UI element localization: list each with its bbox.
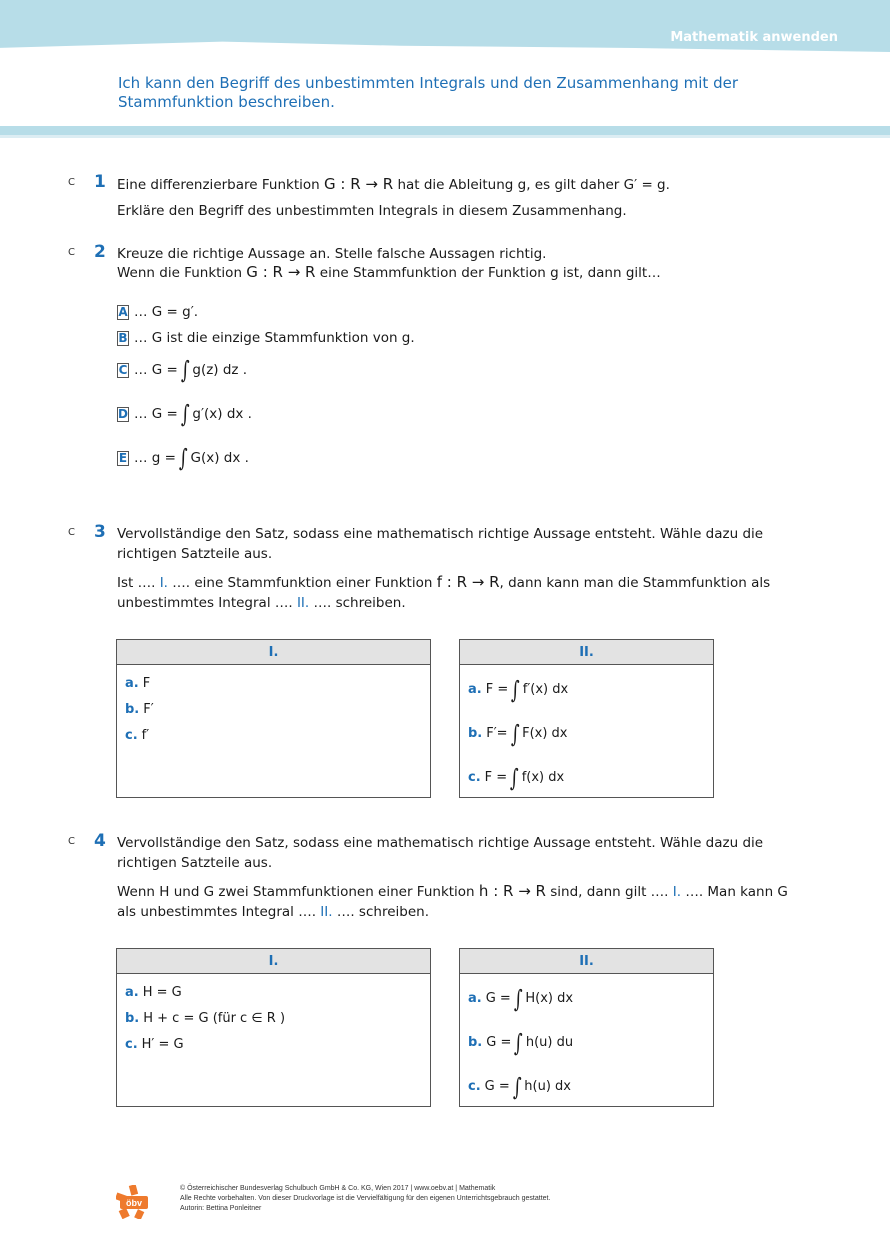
option-math: g(z) dz . (192, 362, 248, 378)
choice-row[interactable] (125, 1037, 184, 1052)
option-text: … g = (134, 450, 176, 466)
choice-table-II (459, 948, 714, 1107)
choice-label: b. (468, 1035, 483, 1050)
task-number: 2 (94, 242, 106, 262)
gap-marker-2: II. (320, 904, 333, 920)
choice-row[interactable] (125, 676, 150, 691)
choice-lhs: G = (486, 1035, 512, 1050)
choice-text: f′ (141, 728, 150, 743)
divider-band (0, 126, 890, 135)
choice-label: b. (468, 726, 483, 741)
choice-rhs: H(x) dx (525, 991, 574, 1006)
choice-text: F (142, 676, 151, 691)
option-text: … G = (134, 406, 178, 422)
choice-label: a. (468, 991, 482, 1006)
choice-row[interactable] (468, 719, 568, 748)
oebv-star-icon (116, 1185, 150, 1219)
option-math: G(x) dx . (190, 450, 249, 466)
choice-table-II (459, 639, 714, 798)
checkbox-b[interactable]: B (118, 330, 128, 345)
choice-rhs: h(u) dx (524, 1079, 571, 1094)
option-a[interactable] (117, 304, 198, 320)
task-instruction: Vervollständige den Satz, sodass eine mathematisch richtige Aussage entsteht. Wähle dazu die richtigen Satzteile aus. (117, 526, 764, 562)
option-text: … G = g′. (134, 304, 199, 320)
choice-label: c. (125, 1037, 138, 1052)
sentence-part: , dann kann man die Stammfunktion als unbestimmtes Integral …. (117, 575, 771, 611)
integral-icon: ∫ (178, 444, 188, 472)
oebv-logo (116, 1185, 150, 1219)
divider-band-light (0, 135, 890, 138)
sentence-part: …. Man kann G als unbestimmtes Integral …. (117, 884, 788, 920)
integral-icon: ∫ (510, 763, 519, 792)
gap-marker-2: II. (296, 595, 310, 611)
footer-line: Alle Rechte vorbehalten. Von dieser Druckvorlage ist die Vervielfältigung für den eigenen Unterrichtsgebrauch gestattet. (180, 1195, 551, 1202)
footer-line: Autorin: Bettina Ponleitner (180, 1205, 262, 1212)
checkbox-c[interactable]: C (118, 362, 128, 377)
section-label: Mathematik anwenden (670, 30, 838, 45)
integral-icon: ∫ (514, 1028, 523, 1057)
task-body (117, 833, 797, 922)
sentence-part: Wenn H und G zwei Stammfunktionen einer Funktion (117, 884, 479, 900)
table-header: I. (117, 949, 430, 974)
task-level: C (68, 527, 75, 538)
table-header: II. (460, 640, 713, 665)
choice-rhs: f′(x) dx (522, 682, 569, 697)
math-mapping: G : R → R (323, 175, 394, 193)
choice-text: H′ = G (141, 1037, 184, 1052)
integral-icon: ∫ (180, 356, 190, 384)
choice-label: c. (468, 770, 481, 785)
choice-lhs: F = (484, 770, 508, 785)
task-level: C (68, 247, 75, 258)
option-d[interactable] (117, 400, 252, 428)
task-body (117, 524, 797, 613)
math-mapping: f : R → R (436, 573, 500, 591)
task-instruction: Erkläre den Begriff des unbestimmten Integrals in diesem Zusammenhang. (117, 203, 627, 219)
task-sentence (117, 572, 797, 613)
sentence-part: sind, dann gilt …. (545, 884, 673, 900)
task-sentence (117, 881, 797, 922)
checkbox-a[interactable]: A (118, 304, 128, 319)
task-text: Wenn die Funktion (117, 265, 247, 281)
choice-table-I (116, 639, 431, 798)
sentence-part: …. eine Stammfunktion einer Funktion (167, 575, 437, 591)
choice-row[interactable] (125, 702, 154, 717)
choice-row[interactable] (468, 1072, 571, 1101)
integral-icon: ∫ (513, 984, 523, 1013)
footer-line: © Österreichischer Bundesverlag Schulbuch GmbH & Co. KG, Wien 2017 | www.oebv.at | Mathematik (180, 1185, 496, 1192)
task-body (117, 174, 797, 221)
svg-text:öbv: öbv (125, 1198, 143, 1208)
option-c[interactable] (117, 356, 248, 384)
gap-marker-1: I. (672, 884, 682, 900)
task-number: 3 (94, 522, 106, 542)
choice-lhs: F = (485, 682, 509, 697)
choice-row[interactable] (468, 763, 565, 792)
task-number: 4 (94, 831, 106, 851)
task-text: Eine differenzierbare Funktion (117, 177, 324, 193)
sentence-part: …. schreiben. (332, 904, 429, 920)
choice-row[interactable] (468, 675, 569, 704)
option-math: g′(x) dx . (192, 406, 252, 422)
option-b[interactable] (117, 330, 415, 346)
checkbox-e[interactable]: E (118, 450, 128, 465)
task-instruction: Vervollständige den Satz, sodass eine mathematisch richtige Aussage entsteht. Wähle dazu die richtigen Satzteile aus. (117, 835, 764, 871)
task-instruction: Kreuze die richtige Aussage an. Stelle falsche Aussagen richtig. (117, 246, 547, 262)
choice-label: b. (125, 1011, 140, 1026)
choice-rhs: f(x) dx (521, 770, 565, 785)
choice-label: c. (468, 1079, 481, 1094)
table-header: II. (460, 949, 713, 974)
task-level: C (68, 836, 75, 847)
learning-objective: Ich kann den Begriff des unbestimmten Integrals und den Zusammenhang mit der Stammfunktion beschreiben. (118, 74, 739, 111)
choice-row[interactable] (125, 1011, 285, 1026)
choice-row[interactable] (125, 728, 149, 743)
choice-text: F′ (143, 702, 154, 717)
choice-text: H = G (142, 985, 182, 1000)
task-number: 1 (94, 172, 106, 192)
choice-lhs: F′= (486, 726, 508, 741)
sentence-part: Ist …. (117, 575, 160, 591)
integral-icon: ∫ (510, 719, 520, 748)
integral-icon: ∫ (511, 675, 520, 704)
gap-marker-1: I. (159, 575, 168, 591)
footer-copyright (180, 1184, 550, 1214)
checkbox-d[interactable]: D (118, 406, 128, 421)
choice-label: a. (468, 682, 482, 697)
math-mapping: h : R → R (478, 882, 546, 900)
choice-row[interactable] (468, 1028, 574, 1057)
sentence-part: …. schreiben. (309, 595, 406, 611)
choice-row[interactable] (125, 985, 182, 1000)
choice-label: b. (125, 702, 140, 717)
choice-label: c. (125, 728, 138, 743)
choice-rhs: h(u) du (525, 1035, 574, 1050)
option-text: … G = (134, 362, 178, 378)
integral-icon: ∫ (180, 400, 190, 428)
choice-lhs: G = (485, 991, 511, 1006)
option-e[interactable] (117, 444, 249, 472)
task-text: eine Stammfunktion der Funktion g ist, dann gilt… (315, 265, 661, 281)
choice-label: a. (125, 985, 139, 1000)
choice-text: H + c = G (für c ∈ R ) (143, 1011, 286, 1026)
task-level: C (68, 177, 75, 188)
math-mapping: G : R → R (246, 263, 316, 281)
task-text: hat die Ableitung g, es gilt daher G′ = g. (393, 177, 670, 193)
choice-row[interactable] (468, 984, 574, 1013)
choice-lhs: G = (484, 1079, 510, 1094)
choice-label: a. (125, 676, 139, 691)
integral-icon: ∫ (512, 1072, 522, 1101)
table-header: I. (117, 640, 430, 665)
choice-table-I (116, 948, 431, 1107)
choice-rhs: F(x) dx (522, 726, 568, 741)
task-body (117, 244, 797, 283)
option-text: … G ist die einzige Stammfunktion von g. (134, 330, 415, 346)
